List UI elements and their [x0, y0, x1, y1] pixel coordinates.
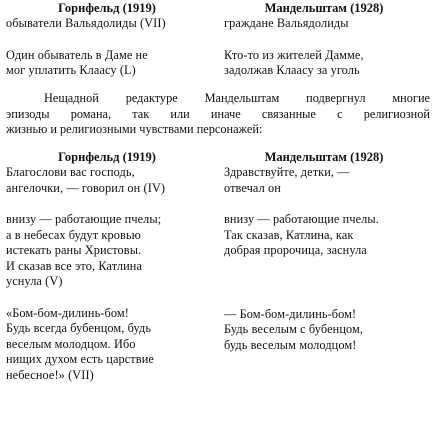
gornfeld-quote-bees: внизу — работающие пчелы; а в небесах будут кровью истекать раны Христовы. И сказав все это, Катлина уснула (V): [6, 212, 162, 288]
comparison-table-2: [6, 150, 430, 383]
gornfeld-column-1: [6, 1, 224, 79]
mandelstam-quote-debtor: Кто-то из жителей Дамме, задолжав Клаасу за уголь: [224, 47, 364, 77]
gornfeld-column-2: [6, 150, 224, 383]
gornfeld-quote-burghers: обыватели Вальядолиды (VII): [6, 16, 166, 30]
mandelstam-heading-1: Мандельштам (1928): [264, 1, 384, 15]
mandelstam-quote-citizens: граждане Вальядолиды: [224, 16, 349, 30]
gornfeld-heading-2: Горнфельд (1919): [58, 150, 156, 164]
mandelstam-column-1: [224, 1, 430, 79]
paragraph-line-1: Нещадной редактуре Мандельштам подвергнул многие: [44, 91, 430, 105]
mandelstam-quote-bees: внизу — работающие пчелы. Так сказав, Катлина, как добрая пророчица, заснула: [224, 212, 379, 257]
gornfeld-quote-bells: «Бом-бом-дилинь-бом! Будь всегда бубенцом, будь веселым молодцом. Ибо нищих духом есть царствие небесное!» (VII): [6, 305, 154, 382]
mandelstam-column-2: [224, 150, 430, 383]
paragraph-line-3: жизнью и религиозными чувствами персонажей:: [6, 122, 263, 136]
mandelstam-heading-2: Мандельштам (1928): [264, 150, 384, 164]
gornfeld-heading-1: Горнфельд (1919): [58, 1, 156, 15]
gornfeld-quote-blessing: Благослови вас господь, ангелочки, — говорил он (IV): [6, 165, 166, 195]
mandelstam-quote-bells: — Бом-бом-дилинь-бом! Будь веселым с бубенцом, будь веселым молодцом!: [224, 306, 364, 352]
mandelstam-quote-greeting: Здравствуйте, детки, — отвечал он: [224, 165, 350, 195]
commentary-paragraph: [6, 91, 430, 138]
paragraph-line-2: эпизоды романа, так или иначе связанные с религиозной: [6, 106, 430, 121]
gornfeld-quote-debtor: Один обыватель в Даме не мог уплатить Клаасу (L): [6, 47, 148, 77]
comparison-table-1: [6, 1, 430, 79]
